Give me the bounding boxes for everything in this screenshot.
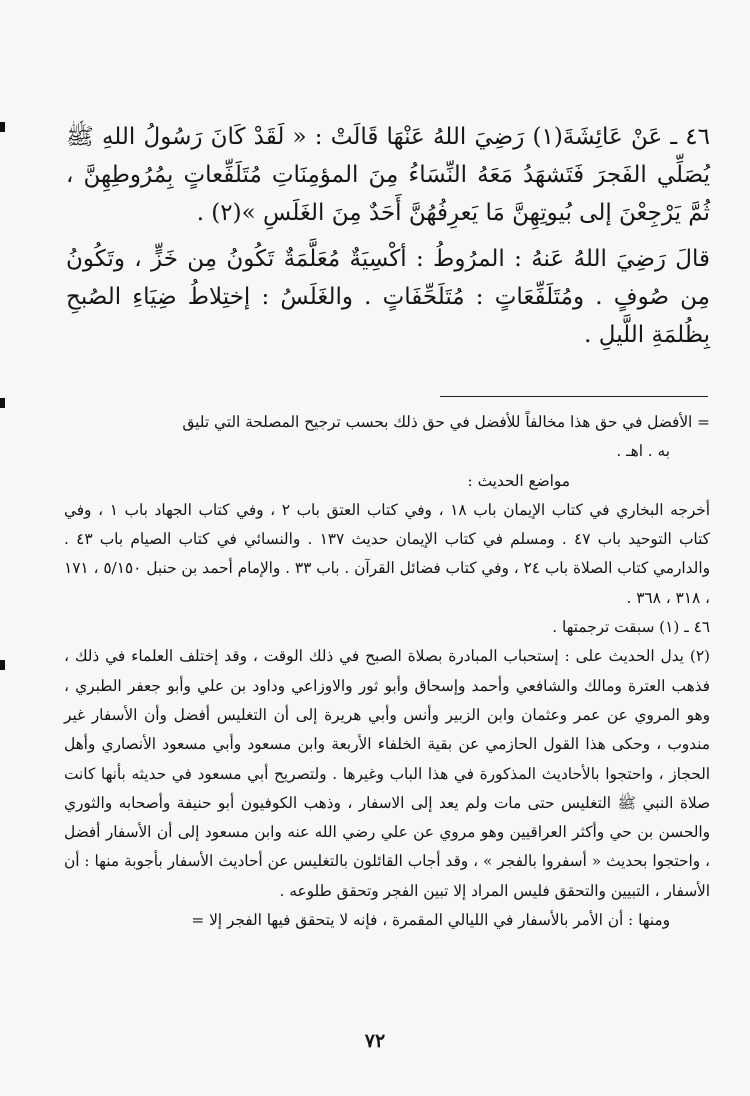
hadith-explanation: قالَ رَضِيَ اللهُ عَنهُ : المرُوطُ : أكْسِيَةٌ مُعَلَّمَةٌ تَكُونُ مِن خَزٍّ ، وتَكُونُ مِن صُوفٍ . ومُتَلَفِّعَاتٍ : مُتَلَحِّفَاتٍ . والغَلَسُ : إختِلاطُ ضِيَاءِ الصُبحِ بِظُلمَةِ اللَّيلِ .	[66, 246, 710, 348]
footnote-continuation-next: ومنها : أن الأمر بالأسفار في الليالي المقمرة ، فإنه لا يتحقق فيها الفجر إلا =	[191, 911, 670, 930]
page-number: ٧٢	[364, 1030, 386, 1052]
hadith-text: ٤٦ ـ عَنْ عَائِشَةَ(١) رَضِيَ اللهُ عَنْهَا قَالَتْ : « لَقَدْ كَانَ رَسُولُ اللهِ ﷺ يُصَلِّي الفَجرَ فَتَشهَدُ مَعَهُ النِّسَاءُ مِنَ المؤمِنَاتِ مُتَلَفِّعاتٍ بِمُرُوطِهِنَّ ، ثُمَّ يَرْجِعْنَ إلى بُيوتِهِنَّ مَا يَعرِفُهُنَّ أَحَدٌ مِنَ الغَلَسِ »(٢) .	[66, 124, 710, 226]
footnote-continuation-line2: به . اهـ .	[616, 442, 670, 461]
margin-mark	[0, 398, 5, 408]
footnote-2: (٢) يدل الحديث على : إستحباب المبادرة بصلاة الصبح في ذلك الوقت ، وقد إختلف العلماء في ذلك ، فذهب العترة ومالك والشافعي وأحمد وإسحاق وأبو ثور والاوزاعي وداود بن علي وأبو جعفر الطبري ، وهو المروي عن عمر وعثمان وابن الزبير وأنس وأبي هريرة إلى أن التغليس أفضل وأن الأسفار غير مندوب ، وحكى هذا القول الحازمي عن بقية الخلفاء الأربعة وابن مسعود وأبي مسعود الأنصاري وأهل الحجاز ، واحتجوا بالأحاديث المذكورة في هذا الباب وغيرها . ولتصريح أبي مسعود في حديثه بأنها كانت صلاة النبي ﷺ التغليس حتى مات ولم يعد إلى الاسفار ، وذهب الكوفيون أبو حنيفة وأصحابه والثوري والحسن بن حي وأكثر العراقيين وهو مروي عن علي رضي الله عنه وابن مسعود إلى أن الأسفار أفضل ، واحتجوا بحديث « أسفروا بالفجر » ، وقد أجاب القائلون بالتغليس عن أحاديث الأسفار بأجوبة منها : أن الأسفار ، التبيين والتحقق فليس المراد إلا تبين الفجر وتحقق طلوعه .	[64, 647, 710, 900]
sources-heading: مواضع الحديث :	[467, 471, 570, 490]
footnote-continuation-line1: = الأفضل في حق هذا مخالفاً للأفضل في حق ذلك بحسب ترجيح المصلحة التي تليق	[182, 413, 710, 431]
footnote-divider	[440, 396, 708, 397]
margin-mark	[0, 122, 5, 132]
margin-mark	[0, 660, 5, 670]
footnotes	[64, 408, 710, 935]
hadith-body	[66, 118, 710, 362]
footnote-1: ٤٦ ـ (١) سبقت ترجمتها .	[552, 618, 710, 637]
sources-text: أخرجه البخاري في كتاب الإيمان باب ١٨ ، وفي كتاب العتق باب ٢ ، وفي كتاب الجهاد باب ١ ، وفي كتاب التوحيد باب ٤٧ . ومسلم في كتاب الإيمان حديث ١٣٧ . والنسائي في كتاب الصيام باب ٤٣ . والدارمي كتاب الصلاة باب ٢٤ ، وفي كتاب فضائل القرآن . باب ٣٣ . والإمام أحمد بن حنبل ٥/١٥٠ ، ١٧١ ، ٣١٨ ، ٣٦٨ .	[64, 500, 710, 607]
